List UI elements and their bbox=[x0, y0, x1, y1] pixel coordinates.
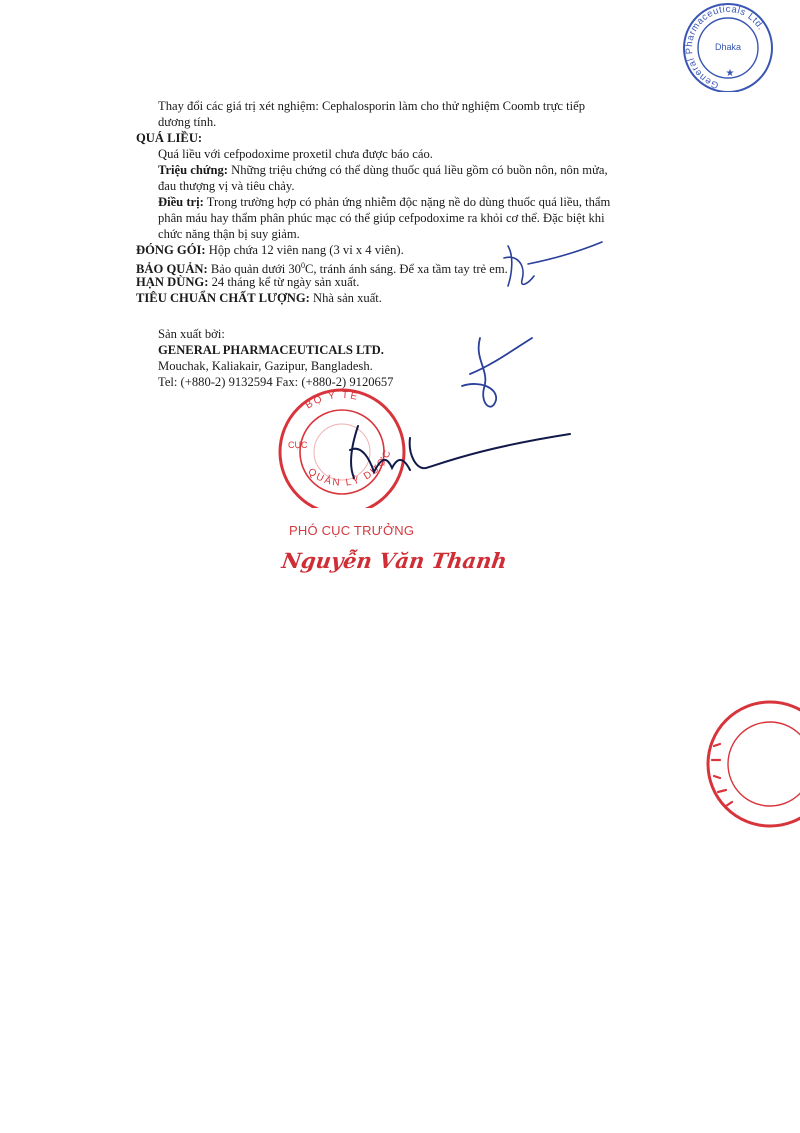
official-stamp-left-text: CỤC bbox=[288, 440, 308, 450]
storage-text-b: C, tránh ánh sáng. Để xa tầm tay trẻ em. bbox=[304, 262, 508, 277]
expiry-text: 24 tháng kể từ ngày sản xuất. bbox=[208, 275, 360, 289]
manufacturer-address: Mouchak, Kaliakair, Gazipur, Bangladesh. bbox=[158, 359, 373, 373]
lab-test-line-2: dương tính. bbox=[158, 115, 217, 129]
signatory-title: PHÓ CỤC TRƯỞNG bbox=[289, 523, 415, 538]
company-stamp-ring-text: General Pharmaceuticals Ltd. bbox=[683, 3, 767, 91]
treatment-line-3: chức năng thận bị suy giảm. bbox=[158, 227, 300, 241]
expiry-label: HẠN DÙNG: bbox=[136, 275, 209, 289]
overdose-heading: QUÁ LIỀU: bbox=[136, 131, 203, 145]
symptoms-line-2: đau thượng vị và tiêu chảy. bbox=[158, 179, 295, 193]
company-stamp bbox=[680, 0, 776, 92]
signature-blue bbox=[440, 330, 540, 420]
storage-degree: 0 bbox=[300, 261, 305, 270]
lab-test-line-1: Thay đổi các giá trị xét nghiệm: Cephalosporin làm cho thử nghiệm Coomb trực tiếp bbox=[158, 99, 586, 113]
official-stamp-bottom-text: QUẢN LÝ DƯỢC bbox=[305, 447, 395, 489]
treatment-line-1 bbox=[158, 194, 610, 210]
signatory-name: Nguyễn Văn Thanh bbox=[280, 548, 509, 573]
treatment-label: Điều trị: bbox=[158, 195, 204, 209]
symptoms-text: Những triệu chứng có thể dùng thuốc quá liều gồm có buồn nôn, nôn mửa, bbox=[227, 163, 608, 177]
symptoms-line-1 bbox=[158, 162, 608, 178]
expiry-line bbox=[136, 274, 359, 290]
overdose-line: Quá liều với cefpodoxime proxetil chưa được báo cáo. bbox=[158, 147, 433, 161]
manufacturer-intro: Sản xuất bởi: bbox=[158, 327, 225, 341]
signature-small bbox=[478, 236, 608, 296]
packing-text: Hộp chứa 12 viên nang (3 vỉ x 4 viên). bbox=[205, 243, 404, 257]
star-icon: ★ bbox=[725, 68, 735, 79]
svg-text:BỘ Y TẾ bbox=[304, 389, 361, 412]
packing-label: ĐÓNG GÓI: bbox=[136, 243, 206, 257]
official-stamp-top-text: BỘ Y TẾ bbox=[303, 389, 361, 412]
quality-label: TIÊU CHUẨN CHẤT LƯỢNG: bbox=[136, 291, 310, 305]
quality-line bbox=[136, 290, 382, 306]
symptoms-label: Triệu chứng: bbox=[158, 163, 228, 177]
treatment-text: Trong trường hợp có phản ứng nhiễm độc nặng nề do dùng thuốc quá liều, thẩm bbox=[203, 195, 611, 209]
partial-official-stamp bbox=[670, 694, 800, 834]
manufacturer-phone: Tel: (+880-2) 9132594 Fax: (+880-2) 9120657 bbox=[158, 375, 394, 389]
storage-label: BẢO QUẢN: bbox=[136, 262, 208, 277]
treatment-line-2: phân máu hay thẩm phân phúc mạc có thể giúp cefpodoxime ra khỏi cơ thể. Đặc biệt khi bbox=[158, 211, 605, 225]
quality-text: Nhà sản xuất. bbox=[309, 291, 382, 305]
manufacturer-name: GENERAL PHARMACEUTICALS LTD. bbox=[158, 343, 384, 357]
company-stamp-center-text: Dhaka bbox=[714, 42, 742, 52]
signature-black bbox=[330, 420, 580, 490]
packing-line bbox=[136, 242, 404, 258]
storage-text-a: Bảo quản dưới 30 bbox=[207, 262, 301, 277]
